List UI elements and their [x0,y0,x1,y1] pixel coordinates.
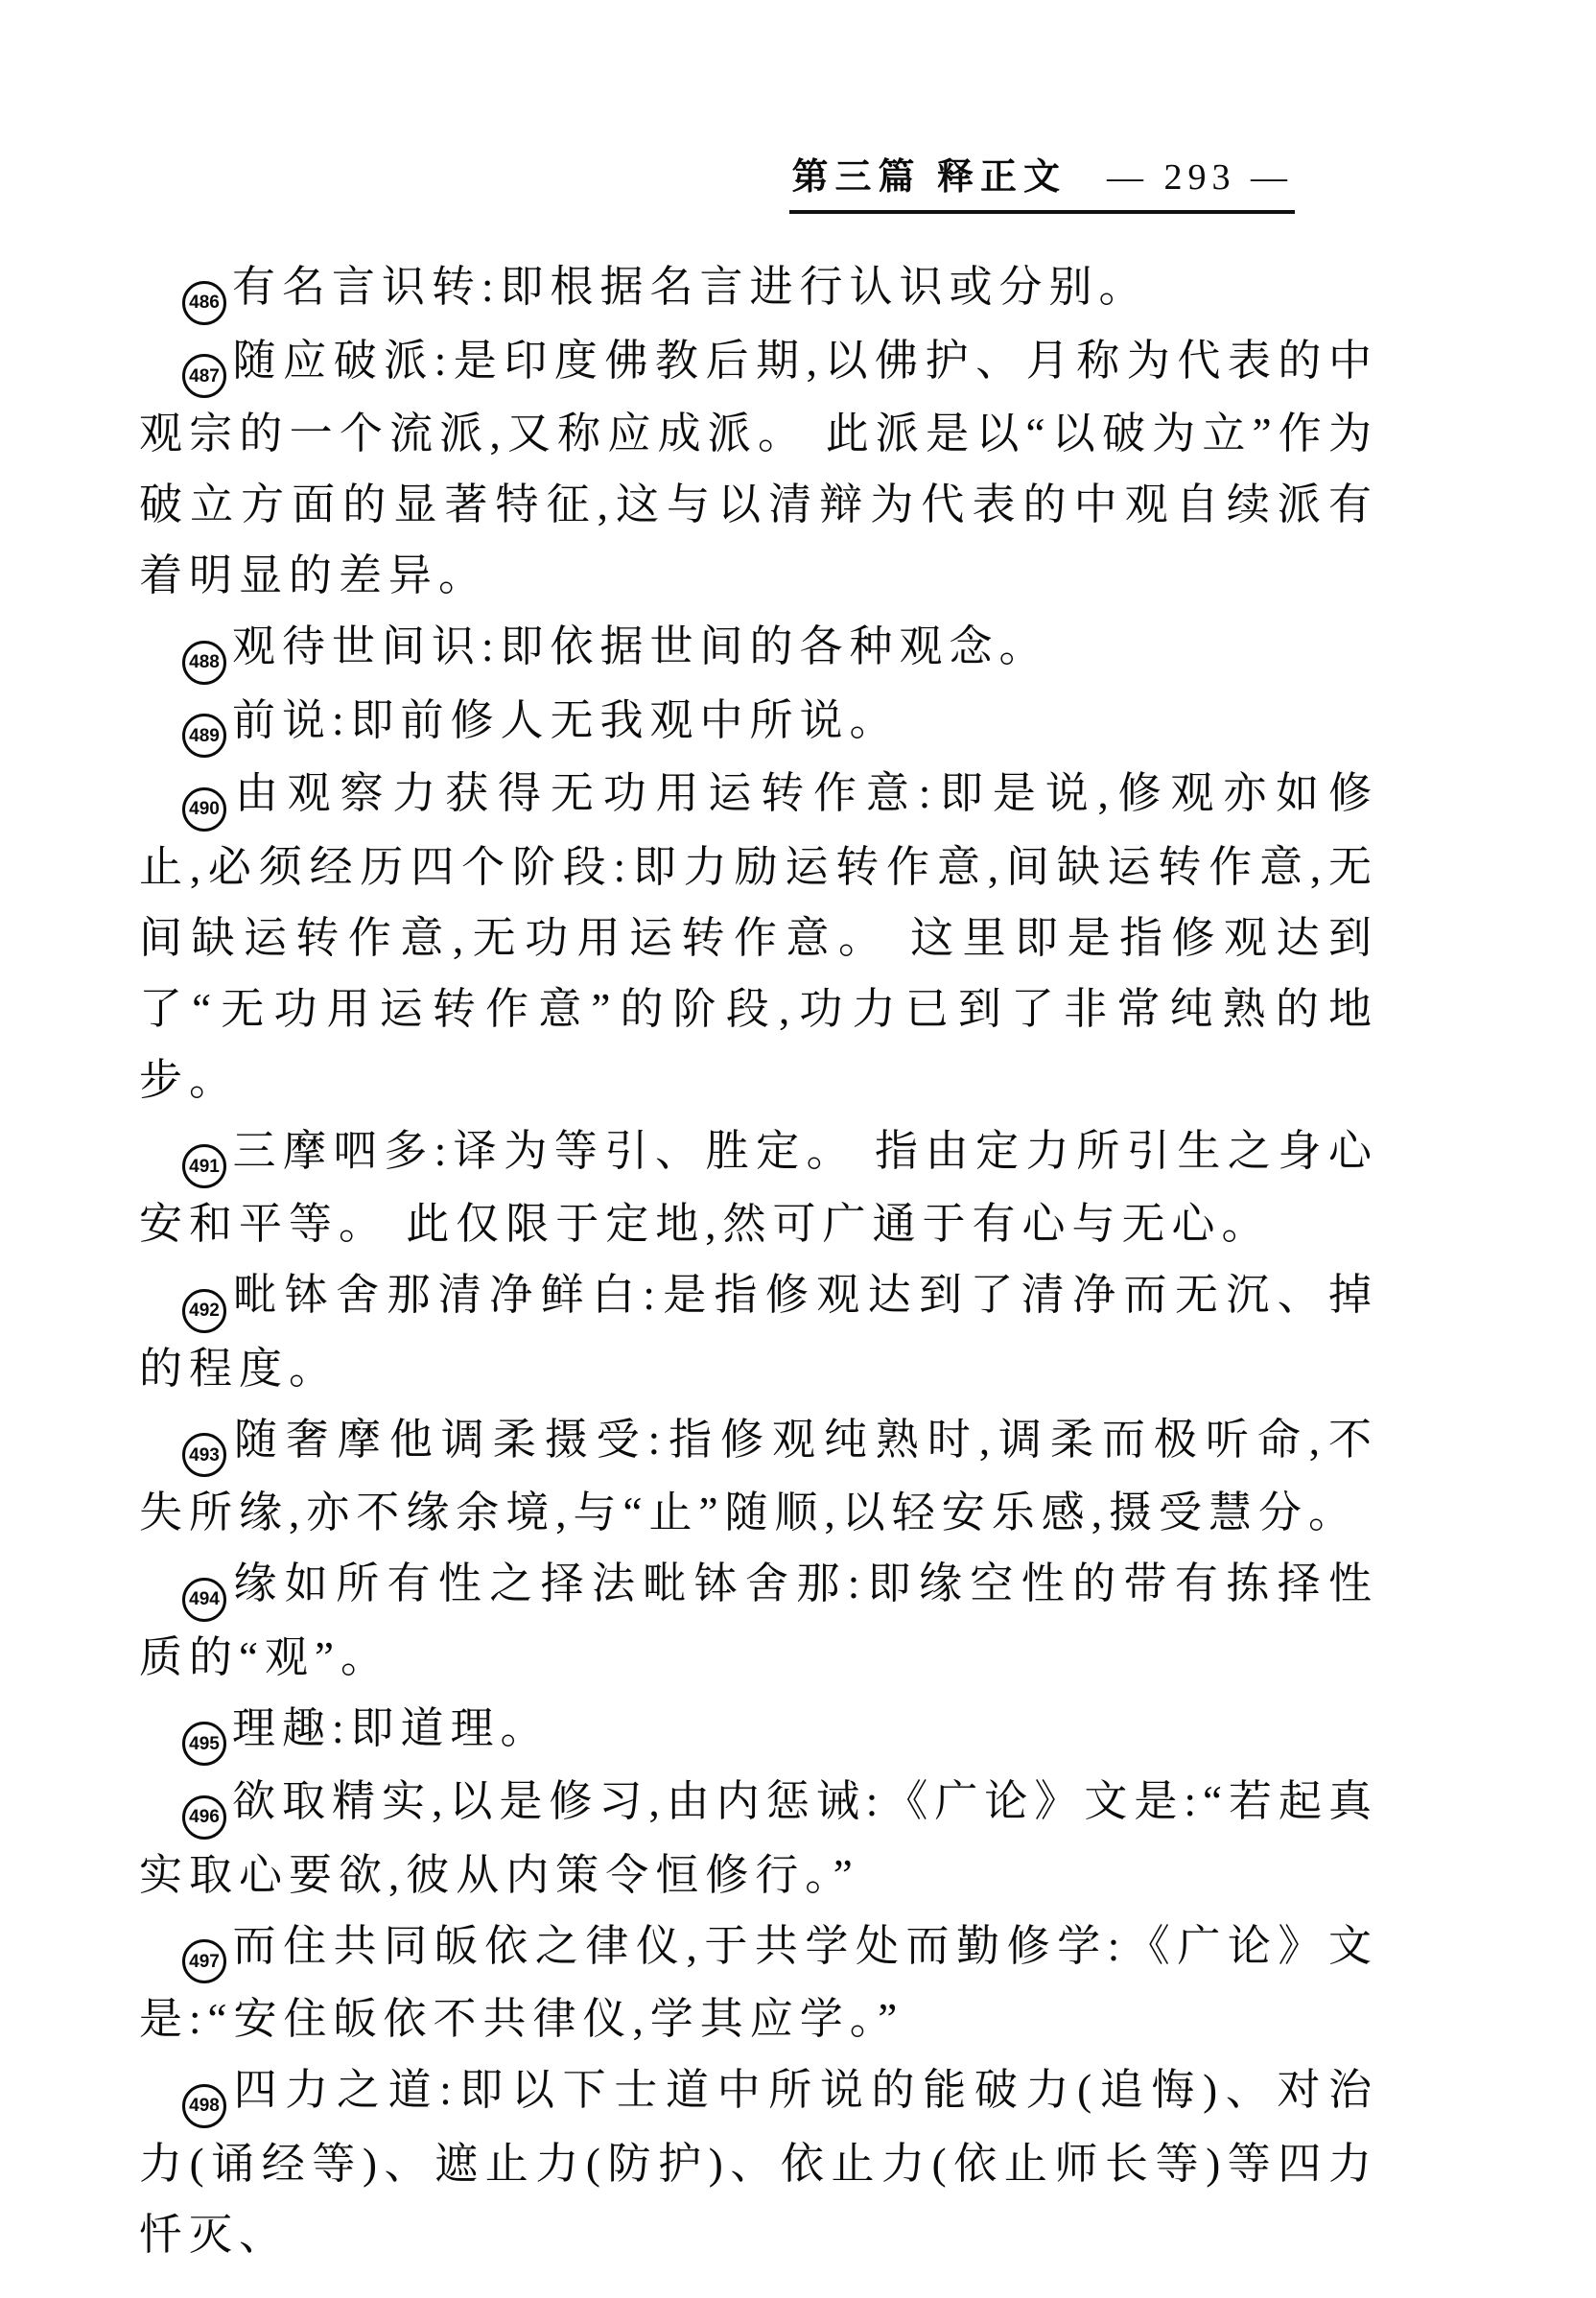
annotation-text: 前说:即前修人无我观中所说。 [232,695,900,744]
annotation-item [139,1404,1378,1549]
page-number: — 293 — [1107,157,1293,198]
annotation-number-badge: 496 [182,1795,226,1840]
annotation-item [139,1911,1378,2055]
annotation-number-badge: 486 [182,281,226,325]
annotation-number-badge: 497 [182,1939,226,1983]
annotation-item [139,2054,1378,2270]
annotation-text: 观待世间识:即依据世间的各种观念。 [232,622,1049,670]
annotation-text: 随奢摩他调柔摄受:指修观纯熟时,调柔而极听命,不失所缘,亦不缘余境,与“止”随顺,以轻安乐感,摄受慧分。 [139,1415,1378,1536]
annotation-text: 而住共同皈依之律仪,于共学处而勤修学:《广论》文是:“安住皈依不共律仪,学其应学。” [139,1921,1378,2043]
annotation-text: 随应破派:是印度佛教后期,以佛护、月称为代表的中观宗的一个流派,又称应成派。 此派是以“以破为立”作为破立方面的显著特征,这与以清辩为代表的中观自续派有着明显的差异。 [139,336,1378,599]
annotation-item [139,758,1378,1115]
annotation-item [139,611,1378,685]
page-header [789,156,1295,214]
annotation-number-badge: 492 [182,1289,226,1333]
annotation-number-badge: 491 [182,1144,226,1188]
annotation-text: 三摩呬多:译为等引、胜定。 指由定力所引生之身心安和平等。 此仅限于定地,然可广通于有心与无心。 [139,1126,1378,1248]
annotation-number-badge: 487 [182,354,226,398]
annotation-number-badge: 494 [182,1578,226,1622]
annotation-item [139,251,1378,325]
annotation-number-badge: 488 [182,641,226,685]
annotation-text: 有名言识转:即根据名言进行认识或分别。 [232,263,1149,311]
annotation-number-badge: 498 [182,2084,226,2128]
annotation-item [139,685,1378,759]
annotation-text: 缘如所有性之择法毗钵舍那:即缘空性的带有拣择性质的“观”。 [139,1559,1378,1681]
annotation-item [139,1259,1378,1404]
annotation-number-badge: 495 [182,1722,226,1766]
annotation-text: 欲取精实,以是修习,由内惩诫:《广论》文是:“若起真实取心要欲,彼从内策令恒修行。” [139,1777,1378,1899]
annotation-item [139,1693,1378,1767]
annotation-item [139,1766,1378,1911]
annotations-body [139,251,1378,2270]
annotation-number-badge: 490 [182,787,226,832]
annotation-text: 由观察力获得无功用运转作意:即是说,修观亦如修止,必须经历四个阶段:即力励运转作意,间缺运转作意,无间缺运转作意,无功用运转作意。 这里即是指修观达到了“无功用运转作意”的阶段,功力已到了非常纯熟的地步。 [139,769,1378,1104]
annotation-text: 四力之道:即以下士道中所说的能破力(追悔)、对治力(诵经等)、遮止力(防护)、依止力(依止师长等)等四力忏灭、 [139,2066,1378,2259]
annotation-number-badge: 493 [182,1433,226,1477]
annotation-item [139,325,1378,612]
annotation-item [139,1115,1378,1260]
annotation-number-badge: 489 [182,714,226,758]
annotation-text: 理趣:即道理。 [232,1703,551,1752]
section-title: 第三篇 释正文 [791,157,1067,198]
annotation-text: 毗钵舍那清净鲜白:是指修观达到了清净而无沉、掉的程度。 [139,1271,1378,1393]
annotation-item [139,1548,1378,1693]
